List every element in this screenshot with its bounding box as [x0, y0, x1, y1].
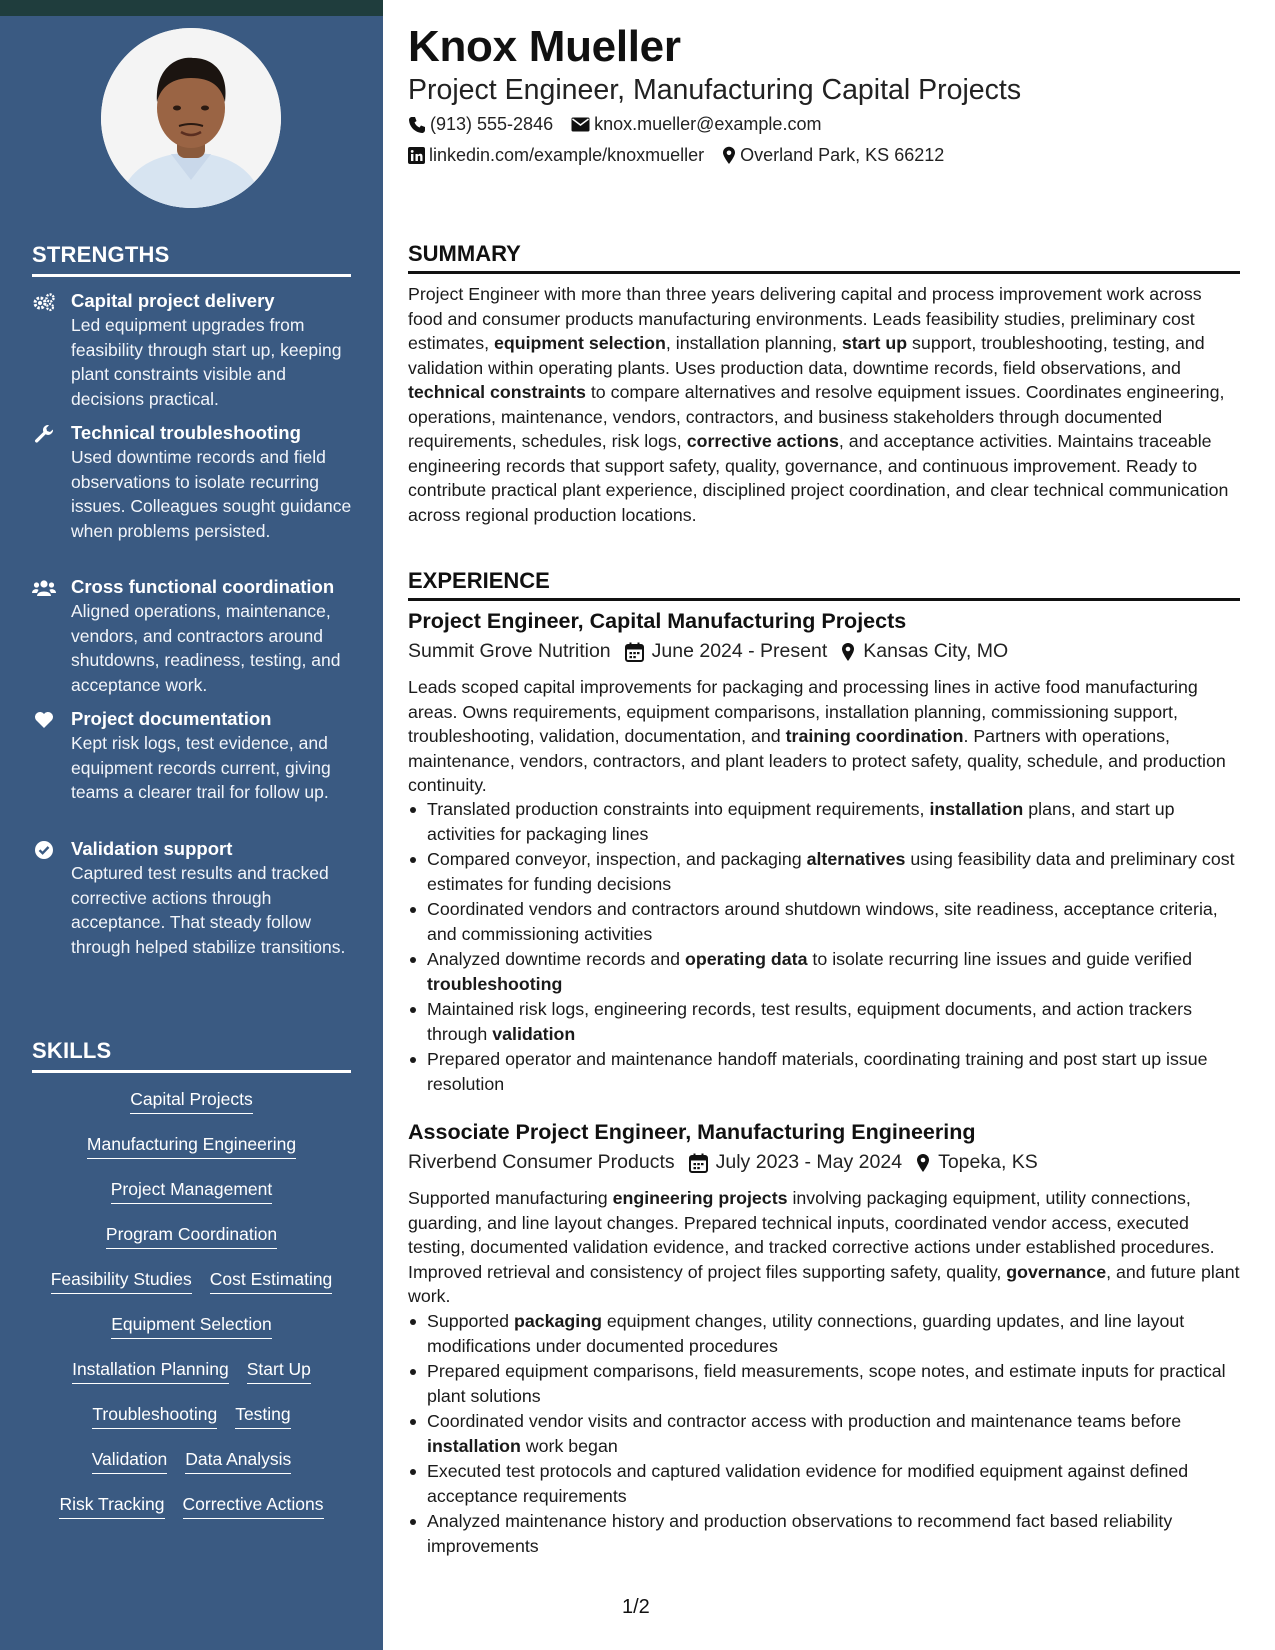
location-text: Kansas City, MO — [863, 640, 1009, 662]
job-meta — [408, 1151, 1038, 1174]
bullet-item: Translated production constraints into equipment requirements, installation plans, and start up activities for packaging lines — [408, 797, 1240, 846]
skill-tag: Corrective Actions — [183, 1492, 324, 1519]
bullet-item: Coordinated vendors and contractors around shutdown windows, site readiness, acceptance criteria, and commissioning activities — [408, 897, 1240, 946]
strength-title: Validation support — [71, 838, 233, 859]
sidebar — [0, 16, 383, 1650]
bold-keyword: governance — [1006, 1261, 1107, 1282]
linkedin-url[interactable]: linkedin.com/example/knoxmueller — [429, 145, 705, 165]
strength-description: Used downtime records and field observations to isolate recurring issues. Colleagues sought guidance when problems persisted. — [71, 447, 352, 541]
check-circle-icon — [32, 839, 56, 861]
skill-tag: Equipment Selection — [111, 1312, 272, 1339]
map-pin-icon — [841, 642, 855, 662]
summary-heading: SUMMARY — [408, 241, 1240, 274]
skills-heading: SKILLS — [32, 1038, 351, 1073]
heart-icon — [32, 709, 56, 731]
skill-tag: Troubleshooting — [92, 1402, 217, 1429]
bullet-item: Executed test protocols and captured validation evidence for modified equipment against defined acceptance requirements — [408, 1459, 1240, 1508]
skill-row — [20, 1312, 363, 1339]
phone-number: (913) 555-2846 — [430, 114, 554, 134]
candidate-name: Knox Mueller — [408, 22, 681, 71]
skill-tag: Installation Planning — [72, 1357, 229, 1384]
strength-item — [32, 837, 357, 959]
bullet-item: Prepared equipment comparisons, field measurements, scope notes, and estimate inputs for practical plant solutions — [408, 1359, 1240, 1408]
bold-keyword: training coordination — [785, 726, 964, 746]
location-text: Overland Park, KS 66212 — [740, 145, 945, 165]
strength-description: Kept risk logs, test evidence, and equipment records current, giving teams a clearer trail for follow up. — [71, 733, 331, 802]
strength-title: Cross functional coordination — [71, 576, 335, 597]
bold-keyword: technical constraints — [408, 382, 586, 402]
date-range: June 2024 - Present — [651, 640, 828, 662]
bullet-item: Prepared operator and maintenance handoff materials, coordinating training and post start up issue resolution — [408, 1047, 1240, 1096]
company-name: Riverbend Consumer Products — [408, 1151, 675, 1173]
skill-tag: Validation — [92, 1447, 168, 1474]
map-pin-icon — [916, 1153, 930, 1173]
company-name: Summit Grove Nutrition — [408, 640, 611, 662]
skill-row — [20, 1132, 363, 1159]
bullet-item: Analyzed maintenance history and production observations to recommend fact based reliability improvements — [408, 1509, 1240, 1558]
avatar — [101, 28, 281, 208]
job-location — [902, 1151, 1038, 1174]
bullet-item: Compared conveyor, inspection, and packaging alternatives using feasibility data and preliminary cost estimates for funding decisions — [408, 847, 1240, 896]
email-address[interactable]: knox.mueller@example.com — [594, 114, 822, 134]
envelope-icon — [571, 117, 590, 132]
date-range: July 2023 - May 2024 — [715, 1151, 903, 1173]
job-dates — [611, 640, 828, 663]
strength-title: Capital project delivery — [71, 290, 275, 311]
skill-tag: Program Coordination — [106, 1222, 277, 1249]
skill-row — [20, 1447, 363, 1474]
skill-tag: Start Up — [247, 1357, 311, 1384]
skill-row — [20, 1357, 363, 1384]
bold-keyword: installation — [427, 1435, 521, 1456]
email-contact[interactable] — [571, 114, 821, 135]
strength-item — [32, 289, 357, 411]
contact-row — [408, 145, 944, 166]
gears-icon — [32, 291, 56, 313]
linkedin-contact[interactable] — [408, 145, 704, 166]
strengths-heading: STRENGTHS — [32, 242, 351, 277]
location-text: Topeka, KS — [938, 1151, 1038, 1173]
users-icon — [32, 577, 56, 599]
job-bullets — [408, 1309, 1240, 1559]
skill-row — [20, 1267, 363, 1294]
job-title: Project Engineer, Capital Manufacturing Projects — [408, 609, 907, 633]
strength-description: Aligned operations, maintenance, vendors, and contractors around shutdowns, readiness, testing, and acceptance work. — [71, 601, 341, 695]
strength-title: Project documentation — [71, 708, 272, 729]
skill-row — [20, 1222, 363, 1249]
job-meta — [408, 640, 1008, 663]
bold-keyword: engineering projects — [612, 1188, 788, 1208]
strength-item — [32, 575, 357, 697]
skill-tag: Manufacturing Engineering — [87, 1132, 296, 1159]
skill-tag: Cost Estimating — [210, 1267, 333, 1294]
bullet-item: Coordinated vendor visits and contractor access with production and maintenance teams before installation work began — [408, 1409, 1240, 1458]
job-bullets — [408, 797, 1240, 1097]
linkedin-icon — [408, 147, 425, 164]
bold-keyword: equipment selection — [493, 333, 666, 353]
experience-heading: EXPERIENCE — [408, 568, 1240, 601]
skill-row — [20, 1087, 363, 1114]
skill-tag: Data Analysis — [185, 1447, 291, 1474]
contact-row — [408, 114, 821, 135]
location-contact — [722, 145, 944, 166]
job-description: Supported manufacturing engineering projects involving packaging equipment, utility connections, guarding, and line layout changes. Prepared technical inputs, coordinated vendor access, executed testing, documented validation evidence, and tracked corrective actions under established procedures. Improved retrieval and consistency of project files supporting safety, quality, governance, and future plant work. — [408, 1188, 1240, 1306]
bold-keyword: operating data — [684, 949, 808, 969]
job-description: Leads scoped capital improvements for packaging and processing lines in active food manufacturing areas. Owns requirements, equipment comparisons, installation planning, commissioning support, troubleshooting, validation, documentation, and training coordination. Partners with operations, maintenance, vendors, contractors, and plant leaders to protect safety, quality, schedule, and production continuity. — [408, 677, 1226, 795]
calendar-icon — [689, 1153, 708, 1173]
phone-contact — [408, 114, 553, 135]
page-number: 1/2 — [622, 1596, 650, 1618]
bullet-item: Maintained risk logs, engineering records, test results, equipment documents, and action trackers through validation — [408, 997, 1240, 1046]
phone-icon — [408, 116, 426, 134]
strength-item — [32, 421, 357, 543]
skill-row — [20, 1402, 363, 1429]
strength-item — [32, 707, 357, 805]
sidebar-top-band — [0, 0, 383, 16]
wrench-icon — [32, 423, 56, 445]
skill-row — [20, 1177, 363, 1204]
calendar-icon — [625, 642, 644, 662]
bold-keyword: start up — [841, 333, 908, 353]
bold-keyword: validation — [492, 1023, 576, 1044]
strength-description: Captured test results and tracked corrective actions through acceptance. That steady follow through helped stabilize transitions. — [71, 863, 346, 957]
job-dates — [675, 1151, 902, 1174]
summary-text: Project Engineer with more than three years delivering capital and process improvement work across food and consumer products manufacturing environments. Leads feasibility studies, preliminary cost estimates, equipment selection, installation planning, start up support, troubleshooting, testing, and validation within operating plants. Uses production data, downtime records, field observations, and technical constraints to compare alternatives and resolve equipment issues. Coordinates engineering, operations, maintenance, vendors, contractors, and business stakeholders through documented requirements, schedules, risk logs, corrective actions, and acceptance activities. Maintains traceable engineering records that support safety, quality, governance, and continuous improvement. Ready to contribute practical plant experience, disciplined project coordination, and clear technical communication across regional production locations. — [408, 284, 1229, 525]
candidate-title: Project Engineer, Manufacturing Capital Projects — [408, 74, 1022, 106]
job-location — [827, 640, 1008, 663]
map-pin-icon — [722, 146, 736, 165]
skill-tag: Risk Tracking — [59, 1492, 164, 1519]
bullet-item: Analyzed downtime records and operating data to isolate recurring line issues and guide verified troubleshooting — [408, 947, 1240, 996]
avatar-portrait — [101, 28, 281, 208]
skill-tag: Feasibility Studies — [51, 1267, 192, 1294]
bullet-item: Supported packaging equipment changes, utility connections, guarding updates, and line layout modifications under documented procedures — [408, 1309, 1240, 1358]
bold-keyword: alternatives — [806, 849, 906, 869]
strength-title: Technical troubleshooting — [71, 422, 301, 443]
bold-keyword: corrective actions — [686, 431, 839, 451]
bold-keyword: packaging — [514, 1311, 602, 1331]
skill-tag: Project Management — [111, 1177, 272, 1204]
skill-tag: Testing — [235, 1402, 290, 1429]
skill-row — [20, 1492, 363, 1519]
job-title: Associate Project Engineer, Manufacturing Engineering — [408, 1120, 976, 1144]
strength-description: Led equipment upgrades from feasibility through start up, keeping plant constraints visible and decisions practical. — [71, 315, 342, 409]
bold-keyword: installation — [929, 799, 1024, 819]
skill-tag: Capital Projects — [130, 1087, 253, 1114]
bold-keyword: troubleshooting — [427, 973, 563, 994]
